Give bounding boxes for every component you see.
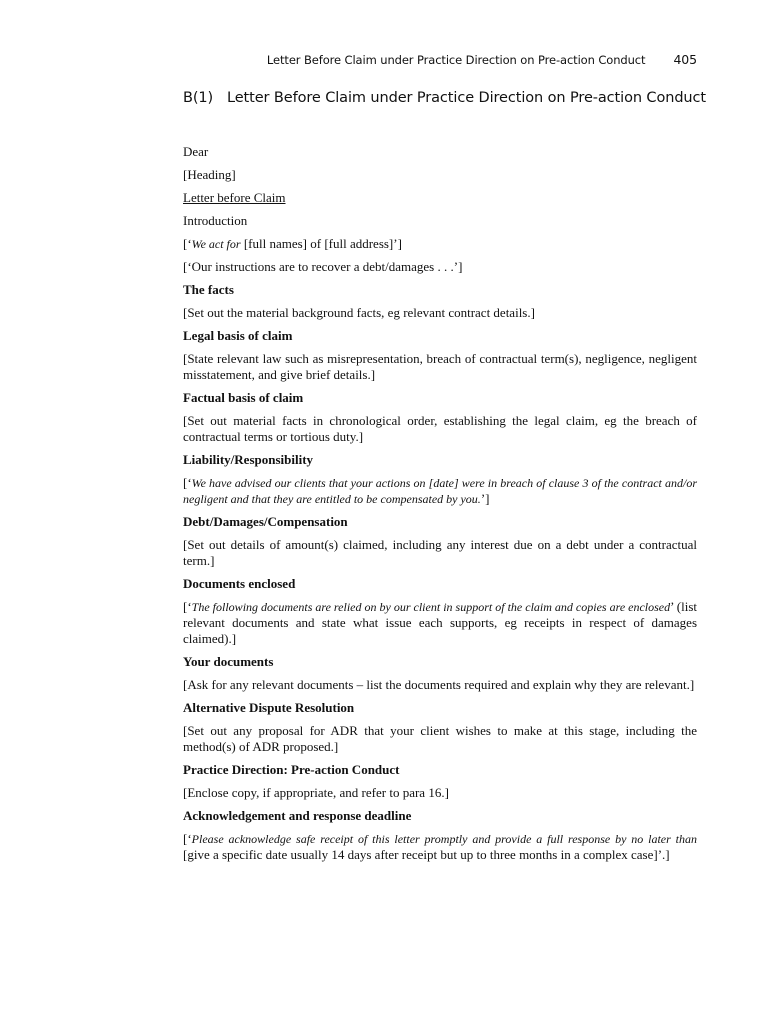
facts-text: [Set out the material background facts, eg relevant contract details.] [183, 305, 535, 320]
section-title [183, 90, 706, 106]
facts-heading: The facts [183, 282, 234, 297]
intro-line-1-rest: [full names] of [full address]’] [240, 236, 402, 251]
introduction-label: Introduction [183, 213, 248, 228]
documents-open: [‘ [183, 599, 192, 614]
your-documents-text: [Ask for any relevant documents – list the documents required and explain why they are relevant.] [183, 677, 695, 692]
documents-italic: The following documents are relied on by our client in support of the claim and copies are enclosed [191, 600, 671, 614]
practice-direction-text: [Enclose copy, if appropriate, and refer to para 16.] [183, 785, 449, 800]
letter-before-claim-line [183, 190, 697, 206]
acknowledgement-text [183, 831, 697, 863]
ack-italic: Please acknowledge safe receipt of this letter promptly and provide a full response by no later than [191, 832, 697, 846]
documents-enclosed-text [183, 599, 697, 647]
factual-basis-heading: Factual basis of claim [183, 390, 304, 405]
liability-heading: Liability/Responsibility [183, 452, 314, 467]
liability-italic: We have advised our clients that your actions on [date] were in breach of clause 3 of the contract and/or negligent and that they are entitled to be compensated by you. [183, 476, 697, 506]
legal-basis-heading: Legal basis of claim [183, 328, 293, 343]
page-number: 405 [673, 52, 697, 67]
ack-rest: [give a specific date usually 14 days after receipt but up to three months in a complex case]’.] [183, 847, 670, 862]
intro-line-1-italic: We act for [191, 237, 241, 251]
documents-enclosed-heading: Documents enclosed [183, 576, 296, 591]
liability-text [183, 475, 697, 507]
intro-line-1-open: [‘ [183, 236, 192, 251]
legal-basis-text: [State relevant law such as misrepresentation, breach of contractual term(s), negligence, negligent misstatement, and give brief details.] [183, 351, 697, 382]
section-number: B(1) [183, 90, 214, 106]
running-head [183, 52, 697, 67]
liability-open: [‘ [183, 475, 192, 490]
intro-line-1 [183, 236, 697, 252]
debt-heading: Debt/Damages/Compensation [183, 514, 348, 529]
running-head-title: Letter Before Claim under Practice Direction on Pre-action Conduct [266, 53, 646, 67]
section-title-text: Letter Before Claim under Practice Direction on Pre-action Conduct [227, 90, 706, 106]
heading-placeholder: [Heading] [183, 167, 236, 182]
debt-text: [Set out details of amount(s) claimed, including any interest due on a debt under a contractual term.] [183, 537, 697, 568]
your-documents-heading: Your documents [183, 654, 274, 669]
documents-rest: ’ (list relevant documents and state what issue each supports, eg receipts in respect of damages claimed).] [183, 599, 697, 646]
intro-line-2: [‘Our instructions are to recover a debt/damages . . .’] [183, 259, 463, 274]
letter-body [183, 144, 697, 870]
acknowledgement-heading: Acknowledgement and response deadline [183, 808, 412, 823]
ack-open: [‘ [183, 831, 192, 846]
adr-heading: Alternative Dispute Resolution [183, 700, 355, 715]
adr-text: [Set out any proposal for ADR that your client wishes to make at this stage, including the method(s) of ADR proposed.] [183, 723, 697, 754]
factual-basis-text: [Set out material facts in chronological order, establishing the legal claim, eg the breach of contractual terms or tortious duty.] [183, 413, 697, 444]
liability-close: ’] [480, 491, 490, 506]
salutation: Dear [183, 144, 209, 159]
practice-direction-heading: Practice Direction: Pre-action Conduct [183, 762, 400, 777]
letter-before-claim-text: Letter before Claim [183, 190, 286, 205]
